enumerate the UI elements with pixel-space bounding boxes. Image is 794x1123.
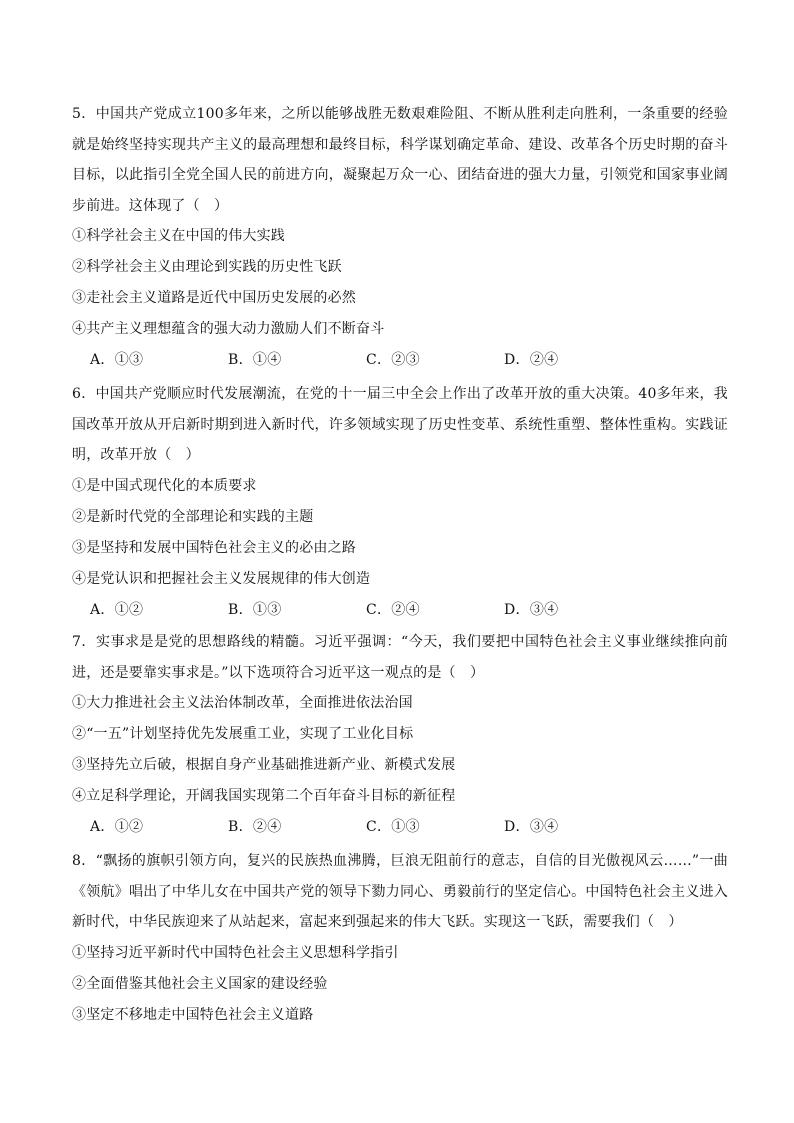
choice-d: D．③④: [504, 819, 559, 835]
choice-b: B．①④: [228, 352, 282, 368]
choice-c: C．②③: [366, 352, 420, 368]
statement-option: ②科学社会主义由理论到实践的历史性飞跃: [72, 259, 342, 275]
choice-c: C．②④: [366, 601, 420, 618]
question-5: [72, 99, 728, 376]
question-stem: 7．实事求是是党的思想路线的精髓。习近平强调：“今天，我们要把中国特色社会主义事业继续推向前进，还是要靠实事求是。”以下选项符合习近平这一观点的是（ ）: [72, 634, 728, 681]
question-stem: 6．中国共产党顺应时代发展潮流，在党的十一届三中全会上作出了改革开放的重大决策。40多年来，我国改革开放从开启新时期到进入新时代，许多领域实现了历史性变革、系统性重塑、整体性重构。实践证明，改革开放（ ）: [72, 386, 728, 463]
question-6: [72, 379, 728, 626]
statement-option: ③坚定不移地走中国特色社会主义道路: [72, 1006, 314, 1023]
statement-option: ②是新时代党的全部理论和实践的主题: [72, 508, 314, 525]
question-8: [72, 846, 728, 1031]
statement-option: ②全面借鉴其他社会主义国家的建设经验: [72, 975, 328, 992]
statement-option: ④共产主义理想蕴含的强大动力激励人们不断奋斗: [72, 321, 385, 337]
choice-a: A．①②: [90, 819, 144, 835]
statement-option: ①大力推进社会主义法治体制改革，全面推进依法治国: [72, 695, 413, 711]
answer-choices: [72, 595, 728, 626]
statement-option: ③是坚持和发展中国特色社会主义的必由之路: [72, 539, 356, 556]
statement-option: ④是党认识和把握社会主义发展规律的伟大创造: [72, 570, 371, 587]
choice-a: A．①③: [90, 352, 144, 368]
statement-option: ③走社会主义道路是近代中国历史发展的必然: [72, 290, 356, 306]
choice-c: C．①③: [366, 819, 420, 835]
statement-option: ③坚持先立后破，根据自身产业基础推进新产业、新模式发展: [72, 757, 456, 773]
statement-option: ①科学社会主义在中国的伟大实践: [72, 228, 285, 244]
answer-choices: [72, 812, 728, 843]
statement-option: ④立足科学理论，开阔我国实现第二个百年奋斗目标的新征程: [72, 788, 456, 804]
choice-d: D．②④: [504, 352, 559, 368]
answer-choices: [72, 345, 728, 376]
question-stem: 5．中国共产党成立100多年来，之所以能够战胜无数艰难险阻、不断从胜利走向胜利，一条重要的经验就是始终坚持实现共产主义的最高理想和最终目标，科学谋划确定革命、建设、改革各个历史时期的奋斗目标，以此指引全党全国人民的前进方向，凝聚起万众一心、团结奋进的强大力量，引领党和国家事业阔步前进。这体现了（ ）: [72, 106, 728, 214]
choice-b: B．②④: [228, 819, 282, 835]
choice-d: D．③④: [504, 601, 559, 618]
choice-b: B．①③: [228, 601, 282, 618]
statement-option: ②“一五”计划坚持优先发展重工业，实现了工业化目标: [72, 726, 414, 742]
question-stem: 8．“飘扬的旗帜引领方向，复兴的民族热血沸腾，巨浪无阻前行的意志，自信的目光傲视风云……”一曲《领航》唱出了中华儿女在中国共产党的领导下勠力同心、勇毅前行的坚定信心。中国特色社会主义进入新时代，中华民族迎来了从站起来，富起来到强起来的伟大飞跃。实现这一飞跃，需要我们（ ）: [72, 853, 728, 930]
statement-option: ①是中国式现代化的本质要求: [72, 477, 257, 494]
statement-option: ①坚持习近平新时代中国特色社会主义思想科学指引: [72, 944, 399, 961]
question-7: [72, 627, 728, 843]
choice-a: A．①②: [90, 601, 144, 618]
